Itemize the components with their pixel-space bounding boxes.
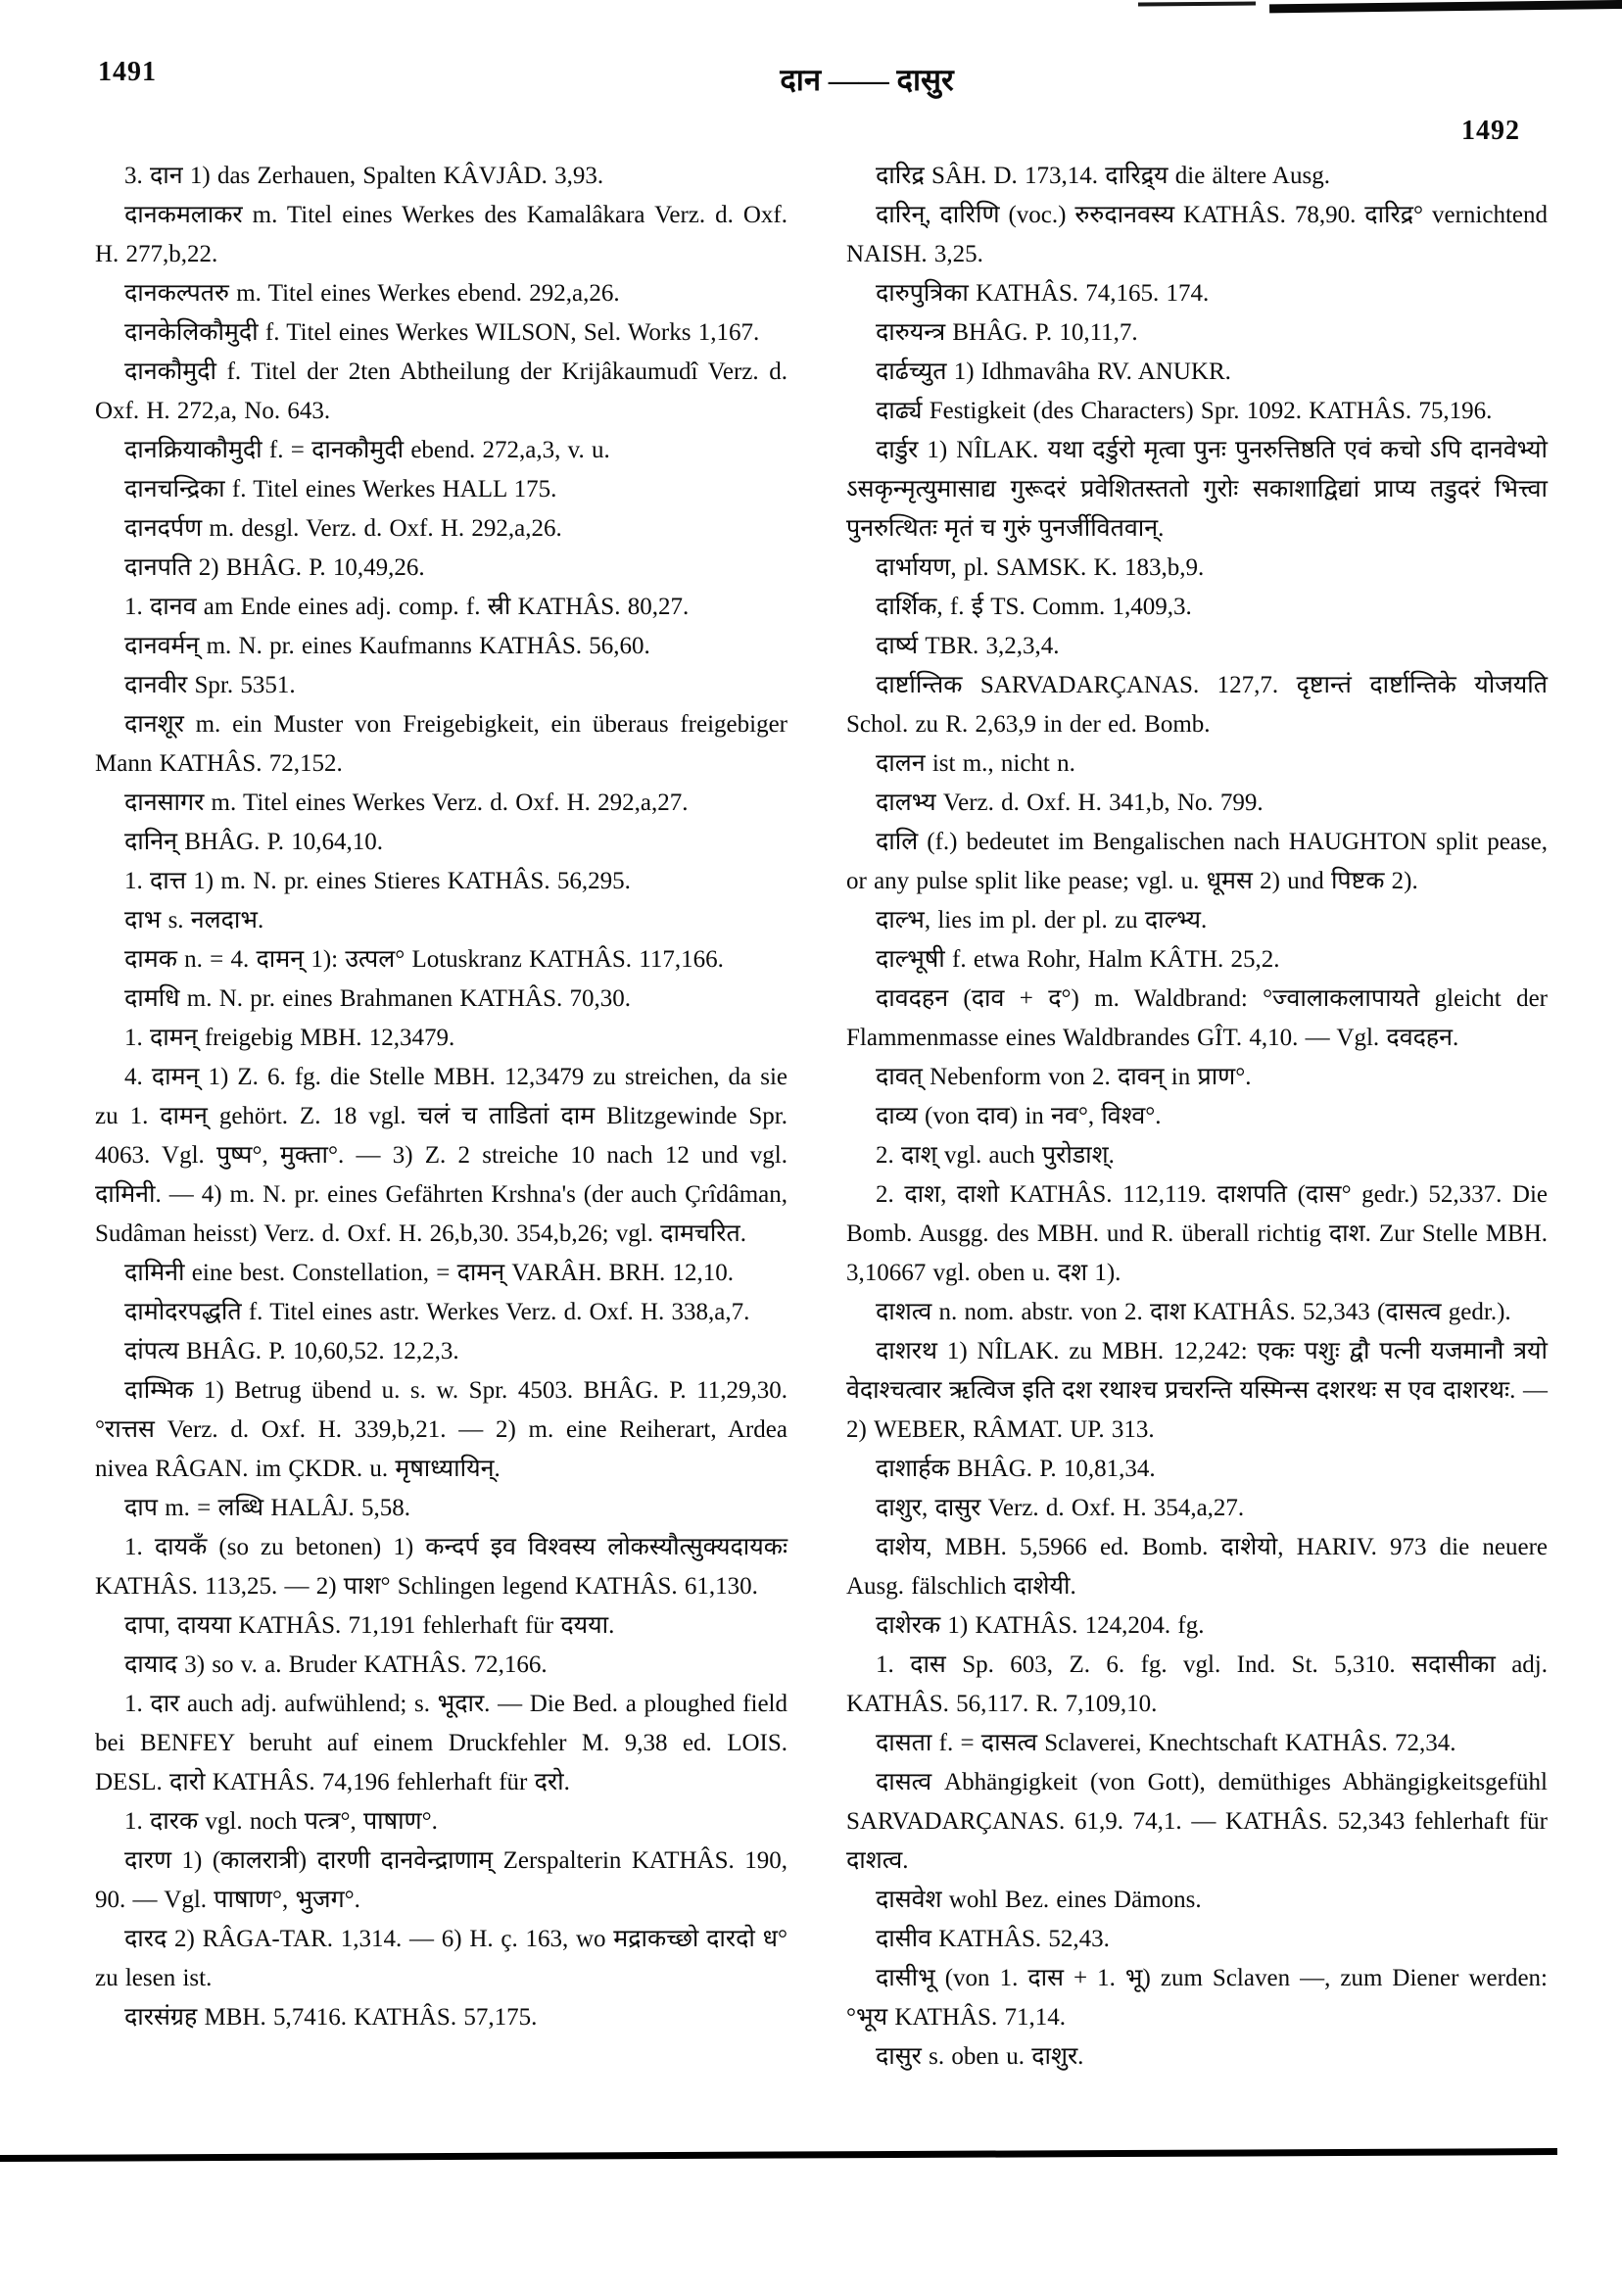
dictionary-entry: 1. दार auch adj. aufwühlend; s. भूदार. — Die Bed. a ploughed field bei BENFEY beruht auf einem Druckfehler M. 9,38 ed. LOIS. DESL. दारो KATHÂS. 74,196 fehlerhaft für दरो. <box>95 1691 787 1795</box>
dictionary-entry: दारिन्, दारिणि (voc.) रुरुदानवस्य KATHÂS. 78,90. दारिद्र° vernichtend NAISH. 3,25. <box>846 202 1548 267</box>
dictionary-entry: दारसंग्रह MBH. 5,7416. KATHÂS. 57,175. <box>124 2004 538 2031</box>
dictionary-entry: दार्ष्य TBR. 3,2,3,4. <box>876 633 1060 659</box>
dictionary-entry: दारण 1) (कालरात्री) दारणी दानवेन्द्राणाम् Zerspalterin KATHÂS. 190, 90. — Vgl. पाषाण°, भुजग°. <box>95 1847 787 1913</box>
dictionary-entry: दामधि m. N. pr. eines Brahmanen KATHÂS. 70,30. <box>124 985 631 1012</box>
dictionary-entry: दाभ s. नलदाभ. <box>124 907 264 933</box>
dictionary-entry: दानकल्पतरु m. Titel eines Werkes ebend. 292,a,26. <box>124 280 620 307</box>
dictionary-entry: दासवेश wohl Bez. eines Dämons. <box>876 1887 1202 1913</box>
dictionary-entry: 3. दान 1) das Zerhauen, Spalten KÂVJÂD. 3,93. <box>124 163 604 189</box>
dictionary-entry: दानदर्पण m. desgl. Verz. d. Oxf. H. 292,a,26. <box>124 515 562 542</box>
dictionary-entry: दाव्य (von दाव) in नव°, विश्व°. <box>876 1103 1162 1129</box>
dictionary-entry: दार्ष्टान्तिक SARVADARÇANAS. 127,7. दृष्टान्तं दार्ष्टान्तिके योजयति Schol. zu R. 2,63,9 in der ed. Bomb. <box>846 672 1548 738</box>
dictionary-entry: दाप m. = लब्धि HALÂJ. 5,58. <box>124 1495 411 1521</box>
dictionary-entry: दारुयन्त्र BHÂG. P. 10,11,7. <box>876 319 1138 346</box>
dictionary-entry: 1. दात्त 1) m. N. pr. eines Stieres KATHÂS. 56,295. <box>124 868 631 894</box>
dictionary-entry: दारुपुत्रिका KATHÂS. 74,165. 174. <box>876 280 1210 307</box>
dictionary-entry: दानकमलाकर m. Titel eines Werkes des Kamalâkara Verz. d. Oxf. H. 277,b,22. <box>95 202 787 267</box>
dictionary-entry: दासीभू (von 1. दास + 1. भू) zum Sclaven —, zum Diener werden: °भूय KATHÂS. 71,14. <box>846 1965 1548 2031</box>
dictionary-entry: दानिन् BHÂG. P. 10,64,10. <box>124 829 383 855</box>
dictionary-entry: दाशत्व n. nom. abstr. von 2. दाश KATHÂS. 52,343 (दासत्व gedr.). <box>876 1299 1511 1325</box>
scan-artifact-top-small <box>1138 1 1256 6</box>
left-column <box>95 157 787 2037</box>
dictionary-entry: दासुर s. oben u. दाशुर. <box>876 2043 1084 2070</box>
dictionary-entry: दाल्भ, lies im pl. der pl. zu दाल्भ्य. <box>876 907 1208 933</box>
dictionary-entry: दार्ढ्य Festigkeit (des Characters) Spr. 1092. KATHÂS. 75,196. <box>876 398 1493 424</box>
dictionary-entry: दांपत्य BHÂG. P. 10,60,52. 12,2,3. <box>124 1338 459 1364</box>
dictionary-entry: दानशूर m. ein Muster von Freigebigkeit, ein überaus freigebiger Mann KATHÂS. 72,152. <box>95 711 787 777</box>
dictionary-entry: दावत् Nebenform von 2. दावन् in प्राण°. <box>876 1064 1252 1090</box>
dictionary-entry: 1. दारक vgl. noch पत्त्र°, पाषाण°. <box>124 1808 438 1835</box>
dictionary-entry: दाशेरक 1) KATHÂS. 124,204. fg. <box>876 1612 1205 1639</box>
dictionary-entry: दापा, दायया KATHÂS. 71,191 fehlerhaft für दयया. <box>124 1612 615 1639</box>
dictionary-entry: 2. दाश् vgl. auch पुरोडाश्. <box>876 1142 1115 1169</box>
dictionary-entry: दाशुर, दासुर Verz. d. Oxf. H. 354,a,27. <box>876 1495 1245 1521</box>
running-head: दान —— दासुर <box>780 63 954 97</box>
dictionary-entry: दारिद्र SÂH. D. 173,14. दारिद्र्य die ältere Ausg. <box>876 163 1330 189</box>
dictionary-entry: दानसागर m. Titel eines Werkes Verz. d. Oxf. H. 292,a,27. <box>124 789 689 816</box>
dictionary-entry: दानवर्मन् m. N. pr. eines Kaufmanns KATHÂS. 56,60. <box>124 633 650 659</box>
dictionary-entry: दानचन्द्रिका f. Titel eines Werkes HALL 175. <box>124 476 557 502</box>
page-number-left: 1491 <box>98 57 157 87</box>
right-column <box>846 157 1548 2077</box>
dictionary-entry: दासीव KATHÂS. 52,43. <box>876 1926 1110 1952</box>
page-number-right: 1492 <box>1461 116 1520 146</box>
dictionary-entry: दासता f. = दासत्व Sclaverei, Knechtschaft KATHÂS. 72,34. <box>876 1730 1456 1756</box>
dictionary-entry: दालन ist m., nicht n. <box>876 750 1075 777</box>
dictionary-entry: दालि (f.) bedeutet im Bengalischen nach HAUGHTON split pease, or any pulse split like pease; vgl. u. धूमस 2) und पिष्टक 2). <box>846 829 1548 894</box>
dictionary-entry: दार्डुर 1) NÎLAK. यथा दर्डुरो मृत्वा पुनः पुनरुत्तिष्ठति एवं कचो ऽपि दानवेभ्यो ऽसकृन्मृत्युमासाद्य गुरूदरं प्रवेशितस्ततो गुरोः सकाशाद्विद्यां प्राप्य तडुदरं भित्त्वा पुनरुत्थितः मृतं च गुरुं पुनर्जीवितवान्. <box>846 437 1548 542</box>
dictionary-entry: दानवीर Spr. 5351. <box>124 672 296 698</box>
dictionary-entry: 1. दास Sp. 603, Z. 6. fg. vgl. Ind. St. 5,310. सदासीका adj. KATHÂS. 56,117. R. 7,109,10. <box>846 1651 1548 1717</box>
bottom-rule <box>0 2148 1557 2162</box>
dictionary-entry: दानपति 2) BHÂG. P. 10,49,26. <box>124 554 425 581</box>
dictionary-entry: दालभ्य Verz. d. Oxf. H. 341,b, No. 799. <box>876 789 1264 816</box>
scan-artifact-top-right <box>1269 0 1622 13</box>
dictionary-entry: दामोदरपद्धति f. Titel eines astr. Werkes Verz. d. Oxf. H. 338,a,7. <box>124 1299 750 1325</box>
dictionary-entry: दानकेलिकौमुदी f. Titel eines Werkes WILSON, Sel. Works 1,167. <box>124 319 760 346</box>
dictionary-entry: दानकौमुदी f. Titel der 2ten Abtheilung der Krijâkaumudî Verz. d. Oxf. H. 272,a, No. 643. <box>95 359 787 424</box>
dictionary-entry: 1. दामन् freigebig MBH. 12,3479. <box>124 1025 455 1051</box>
dictionary-entry: दार्शिक, f. ई TS. Comm. 1,409,3. <box>876 594 1192 620</box>
dictionary-entry: दाल्भूषी f. etwa Rohr, Halm KÂTH. 25,2. <box>876 946 1280 973</box>
dictionary-entry: दाशरथ 1) NÎLAK. zu MBH. 12,242: एकः पशुः द्वौ पत्नी यजमानौ त्रयो वेदाश्चत्वार ऋत्विज इति दश रथाश्च प्रचरन्ति यस्मिन्स दशरथः स एव दाशरथः. — 2) WEBER, RÂMAT. UP. 313. <box>846 1338 1548 1443</box>
dictionary-entry: 4. दामन् 1) Z. 6. fg. die Stelle MBH. 12,3479 zu streichen, da sie zu 1. दामन् gehört. Z. 18 vgl. चलं च ताडितां दाम Blitzgewinde Spr. 4063. Vgl. पुष्प°, मुक्ता°. — 3) Z. 2 streiche 10 nach 12 und vgl. दामिनी. — 4) m. N. pr. eines Gefährten Krshna's (der auch Çrîdâman, Sudâman heisst) Verz. d. Oxf. H. 26,b,30. 354,b,26; vgl. दामचरित. <box>95 1064 787 1247</box>
dictionary-entry: 2. दाश, दाशो KATHÂS. 112,119. दाशपति (दास° gedr.) 52,337. Die Bomb. Ausgg. des MBH. und R. überall richtig दाश. Zur Stelle MBH. 3,10667 vgl. oben u. दश 1). <box>846 1181 1548 1286</box>
dictionary-entry: 1. दानव am Ende eines adj. comp. f. स्री KATHÂS. 80,27. <box>124 594 690 620</box>
dictionary-entry: दासत्व Abhängigkeit (von Gott), demüthiges Abhängigkeitsgefühl SARVADARÇANAS. 61,9. 74,1. — KATHÂS. 52,343 fehlerhaft für दाशत्व. <box>846 1769 1548 1874</box>
dictionary-entry: दावदहन (दाव + द°) m. Waldbrand: °ज्वालाकलापायते gleicht der Flammenmasse eines Waldbrandes GÎT. 4,10. — Vgl. दवदहन. <box>846 985 1548 1051</box>
dictionary-entry: दार्ढच्युत 1) Idhmavâha RV. ANUKR. <box>876 359 1231 385</box>
dictionary-entry: दाम्भिक 1) Betrug übend u. s. w. Spr. 4503. BHÂG. P. 11,29,30. °रात्तस Verz. d. Oxf. H. 339,b,21. — 2) m. eine Reiherart, Ardea nivea RÂGAN. im ÇKDR. u. मृषाध्यायिन्. <box>95 1377 787 1482</box>
dictionary-entry: दारद 2) RÂGA-TAR. 1,314. — 6) H. ç. 163, wo मद्राकच्छो दारदो ध° zu lesen ist. <box>95 1926 787 1991</box>
dictionary-entry: दाशेय, MBH. 5,5966 ed. Bomb. दाशेयो, HARIV. 973 die neuere Ausg. fälschlich दाशेयी. <box>846 1534 1548 1600</box>
dictionary-entry: 1. दायकँ (so zu betonen) 1) कन्दर्प इव विश्वस्य लोकस्यौत्सुक्यदायकः KATHÂS. 113,25. — 2) पाश° Schlingen legend KATHÂS. 61,130. <box>95 1534 787 1600</box>
dictionary-entry: दामक n. = 4. दामन् 1): उत्पल° Lotuskranz KATHÂS. 117,166. <box>124 946 724 973</box>
dictionary-entry: दाशार्हक BHÂG. P. 10,81,34. <box>876 1456 1156 1482</box>
dictionary-entry: दानक्रियाकौमुदी f. = दानकौमुदी ebend. 272,a,3, v. u. <box>124 437 610 463</box>
dictionary-entry: दामिनी eine best. Constellation, = दामन् VARÂH. BRH. 12,10. <box>124 1260 735 1286</box>
dictionary-entry: दायाद 3) so v. a. Bruder KATHÂS. 72,166. <box>124 1651 548 1678</box>
dictionary-entry: दार्भायण, pl. SAMSK. K. 183,b,9. <box>876 554 1205 581</box>
